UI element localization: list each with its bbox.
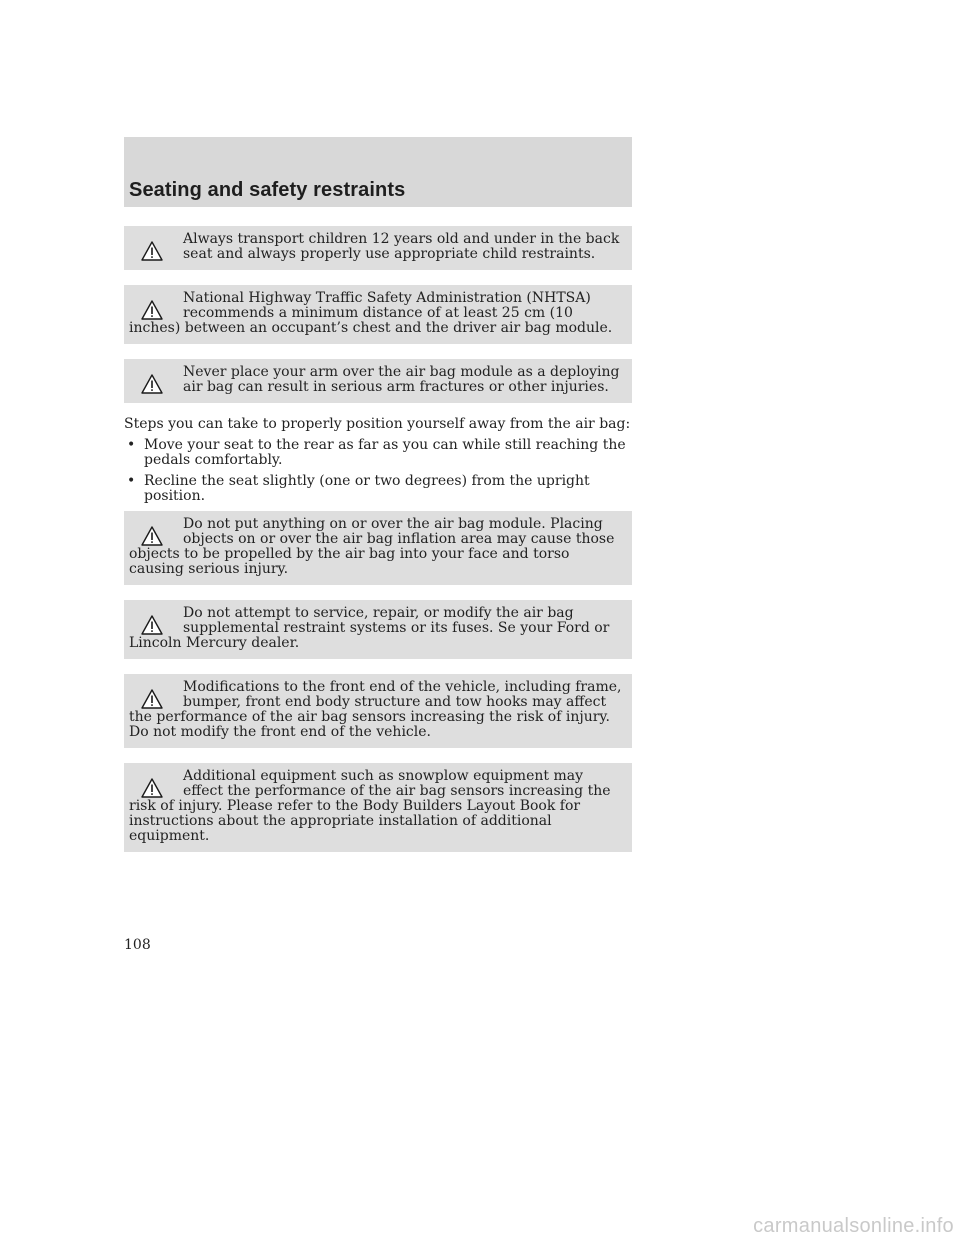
warning-box bbox=[124, 226, 632, 270]
watermark: carmanualsonline.info bbox=[753, 1215, 954, 1237]
warning-text: Never place your arm over the air bag module as a deploying air bag can result in serious arm fractures or other injuries. bbox=[183, 364, 620, 395]
warning-box bbox=[124, 674, 632, 748]
warning-box bbox=[124, 359, 632, 403]
bullet-symbol: • bbox=[127, 473, 136, 489]
bullet-symbol: • bbox=[127, 437, 136, 453]
page-number: 108 bbox=[124, 937, 151, 953]
list-item-text: Move your seat to the rear as far as you can while still reaching the pedals comfortably. bbox=[144, 437, 626, 468]
list-item-text: Recline the seat slightly (one or two degrees) from the upright position. bbox=[144, 473, 590, 504]
warning-box bbox=[124, 285, 632, 344]
warning-triangle-icon bbox=[141, 241, 163, 261]
manual-page bbox=[124, 137, 632, 852]
intro-paragraph: Steps you can take to properly position yourself away from the air bag: bbox=[124, 416, 631, 432]
warning-text: Always transport children 12 years old and under in the back seat and always properly use appropriate child restraints. bbox=[183, 231, 620, 262]
warning-text: Additional equipment such as snowplow equipment may effect the performance of the air bag sensors increasing the risk of injury. Please refer to the Body Builders Layout Book for instructions about the appropriate installation of additional equipment. bbox=[129, 768, 611, 844]
warning-triangle-icon bbox=[141, 615, 163, 635]
list-item bbox=[124, 474, 632, 504]
warning-box bbox=[124, 763, 632, 852]
warning-text: Modifications to the front end of the vehicle, including frame, bumper, front end body structure and tow hooks may affect the performance of the air bag sensors increasing the risk of injury. Do not modify the front end of the vehicle. bbox=[129, 679, 622, 740]
warning-triangle-icon bbox=[141, 374, 163, 394]
list-item bbox=[124, 438, 632, 468]
section-title: Seating and safety restraints bbox=[129, 179, 406, 201]
warning-text: Do not attempt to service, repair, or modify the air bag supplemental restraint systems or its fuses. Se your Ford or Lincoln Mercury dealer. bbox=[129, 605, 610, 651]
warning-triangle-icon bbox=[141, 300, 163, 320]
warning-triangle-icon bbox=[141, 778, 163, 798]
warning-text: Do not put anything on or over the air bag module. Placing objects on or over the air bag inflation area may cause those objects to be propelled by the air bag into your face and torso causing serious injury. bbox=[129, 516, 615, 577]
warning-triangle-icon bbox=[141, 526, 163, 546]
warning-triangle-icon bbox=[141, 689, 163, 709]
section-header bbox=[124, 137, 632, 207]
warning-box bbox=[124, 600, 632, 659]
warning-text: National Highway Traffic Safety Administration (NHTSA) recommends a minimum distance of at least 25 cm (10 inches) between an occupant’s chest and the driver air bag module. bbox=[129, 290, 613, 336]
warning-box bbox=[124, 511, 632, 585]
